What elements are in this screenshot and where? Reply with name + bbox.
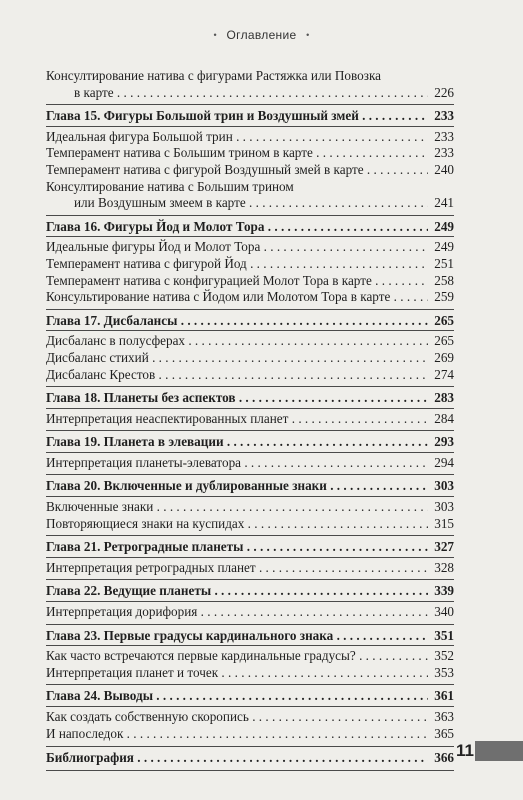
toc-item-page: 258 xyxy=(434,272,454,288)
header-dot-left: • xyxy=(213,30,217,40)
chapter-items xyxy=(46,408,454,428)
chapter-heading xyxy=(46,434,454,451)
toc-item-page: 328 xyxy=(434,559,454,575)
chapter-page: 293 xyxy=(434,434,454,450)
toc-item-text: Идеальная фигура Большой трин xyxy=(46,128,233,144)
chapter-block xyxy=(46,624,454,682)
toc-item-text: Темперамент натива с Большим трином в карте xyxy=(46,145,313,161)
toc-item-page: 294 xyxy=(434,454,454,470)
toc-item-text: Как создать собственную скоропись xyxy=(46,709,249,724)
chapter-block xyxy=(46,386,454,427)
toc-item-page: 303 xyxy=(434,499,454,515)
chapter-items xyxy=(46,452,454,472)
toc-item-page: 240 xyxy=(434,161,454,177)
page-number-tab xyxy=(455,741,523,761)
bibliography-entry xyxy=(46,746,454,771)
chapter-page: 327 xyxy=(434,539,454,555)
toc-item-page: 274 xyxy=(434,366,454,382)
toc-item-page: 315 xyxy=(434,515,454,531)
toc-item-text: Консултирование натива с фигурами Растяжка или Повозка xyxy=(46,68,382,83)
chapter-items xyxy=(46,330,454,383)
toc-item xyxy=(46,516,454,533)
chapter-items xyxy=(46,706,454,742)
toc-item xyxy=(46,560,454,577)
toc-item xyxy=(46,289,454,306)
bibliography-page: 366 xyxy=(434,750,454,766)
toc-item-page: 251 xyxy=(434,255,454,271)
toc-item-text: Дисбаланс Крестов xyxy=(46,366,156,382)
toc-item-text: Интерпретация дорифория xyxy=(46,604,198,620)
page-number-bar xyxy=(475,741,523,761)
toc-item xyxy=(46,273,454,290)
chapter-title: Глава 22. Ведущие планеты xyxy=(46,583,212,599)
toc-item xyxy=(46,726,454,743)
toc-item xyxy=(46,367,454,384)
toc-item xyxy=(46,129,454,146)
chapter-block xyxy=(46,430,454,471)
toc-item xyxy=(46,499,454,516)
chapter-items xyxy=(46,126,454,212)
chapter-page: 303 xyxy=(434,478,454,494)
chapter-page: 361 xyxy=(434,688,454,704)
toc-item-text: Повторяющиеся знаки на куспидах xyxy=(46,515,245,531)
toc-item xyxy=(46,665,454,682)
chapter-block xyxy=(46,215,454,306)
chapter-page: 339 xyxy=(434,583,454,599)
chapter-list xyxy=(46,104,454,742)
toc-item-page: 233 xyxy=(434,128,454,144)
toc-item xyxy=(46,750,454,767)
chapter-items xyxy=(46,236,454,305)
chapter-title: Глава 16. Фигуры Йод и Молот Тора xyxy=(46,218,265,234)
toc-item-page: 352 xyxy=(434,648,454,664)
toc-item xyxy=(46,179,454,212)
running-header xyxy=(0,28,523,42)
toc-item-page: 363 xyxy=(434,709,454,724)
toc-item xyxy=(46,162,454,179)
toc-entry-continued xyxy=(46,68,454,101)
toc-item-text: Интерпретация планет и точек xyxy=(46,664,219,680)
chapter-block xyxy=(46,309,454,383)
toc-item xyxy=(46,350,454,367)
page-number: 11 xyxy=(456,741,474,760)
toc-item-page: 249 xyxy=(434,239,454,255)
toc-item-text: Включенные знаки xyxy=(46,499,154,515)
chapter-title: Глава 17. Дисбалансы xyxy=(46,312,178,328)
toc-item-text: Идеальные фигуры Йод и Молот Тора xyxy=(46,239,261,255)
toc-item xyxy=(46,604,454,621)
chapter-title: Глава 21. Ретроградные планеты xyxy=(46,539,244,555)
chapter-block xyxy=(46,474,454,532)
toc-item-text: Темперамент натива с фигурой Воздушный змей в карте xyxy=(46,161,364,177)
toc-item xyxy=(46,256,454,273)
toc-item xyxy=(46,68,454,101)
chapter-items xyxy=(46,645,454,681)
chapter-block xyxy=(46,684,454,742)
chapter-block xyxy=(46,104,454,212)
chapter-heading xyxy=(46,688,454,705)
toc-item-page: 259 xyxy=(434,289,454,305)
chapter-block xyxy=(46,579,454,620)
header-dot-right: • xyxy=(306,30,310,40)
toc-item-text: Интерпретация неаспектированных планет xyxy=(46,410,289,426)
chapter-block xyxy=(46,535,454,576)
chapter-page: 351 xyxy=(434,627,454,643)
toc-item xyxy=(46,455,454,472)
chapter-page: 233 xyxy=(434,108,454,124)
chapter-page: 249 xyxy=(434,218,454,234)
toc-item xyxy=(46,145,454,162)
toc-item xyxy=(46,709,454,726)
chapter-title: Глава 15. Фигуры Большой трин и Воздушный змей xyxy=(46,108,359,124)
toc-item-page: 241 xyxy=(434,195,454,211)
toc-item xyxy=(46,411,454,428)
chapter-title: Глава 24. Выводы xyxy=(46,688,153,704)
toc-item-text: Темперамент натива с конфигурацией Молот Тора в карте xyxy=(46,272,372,288)
toc-item-text: Консултирование натива с Большим трином xyxy=(46,178,294,194)
chapter-heading xyxy=(46,108,454,125)
chapter-page: 283 xyxy=(434,390,454,406)
chapter-title: Глава 23. Первые градусы кардинального знака xyxy=(46,627,334,643)
chapter-heading xyxy=(46,313,454,330)
toc-item xyxy=(46,333,454,350)
toc-item-page: 365 xyxy=(434,725,454,741)
chapter-heading xyxy=(46,539,454,556)
toc-item-page: 284 xyxy=(434,410,454,426)
toc-item-page: 233 xyxy=(434,145,454,161)
toc-item xyxy=(46,648,454,665)
toc-item xyxy=(46,239,454,256)
toc-item-text: Как часто встречаются первые кардинальные градусы? xyxy=(46,648,356,664)
toc-item-text: И напоследок xyxy=(46,725,124,741)
header-title: Оглавление xyxy=(226,28,297,42)
toc-item-text: Дисбаланс в полусферах xyxy=(46,333,186,349)
chapter-page: 265 xyxy=(434,312,454,328)
chapter-title: Глава 18. Планеты без аспектов xyxy=(46,390,236,406)
toc-item-page: 353 xyxy=(434,664,454,680)
chapter-items xyxy=(46,601,454,621)
toc-item-page: 340 xyxy=(434,604,454,620)
chapter-items xyxy=(46,557,454,577)
chapter-items xyxy=(46,496,454,532)
chapter-heading xyxy=(46,628,454,645)
chapter-heading xyxy=(46,219,454,236)
chapter-heading xyxy=(46,478,454,495)
chapter-heading xyxy=(46,583,454,600)
toc-item-page: 265 xyxy=(434,333,454,349)
chapter-title: Глава 19. Планета в элевации xyxy=(46,434,224,450)
chapter-heading xyxy=(46,390,454,407)
toc-item-text-cont: или Воздушным змеем в карте xyxy=(74,195,246,211)
toc-item-text: Темперамент натива с фигурой Йод xyxy=(46,255,247,271)
toc-item-text: Дисбаланс стихий xyxy=(46,349,149,365)
toc-item-text: Интерпретация ретроградных планет xyxy=(46,559,256,575)
toc-item-page: 226 xyxy=(434,84,454,100)
toc-item-page: 269 xyxy=(434,349,454,365)
toc-item-text: Консультирование натива с Йодом или Молотом Тора в карте xyxy=(46,289,391,305)
chapter-title: Глава 20. Включенные и дублированные знаки xyxy=(46,478,327,494)
toc-item-text-cont: в карте xyxy=(74,84,114,100)
bibliography-text: Библиография xyxy=(46,750,134,766)
table-of-contents xyxy=(46,68,454,771)
toc-item-text: Интерпретация планеты-элеватора xyxy=(46,454,242,470)
